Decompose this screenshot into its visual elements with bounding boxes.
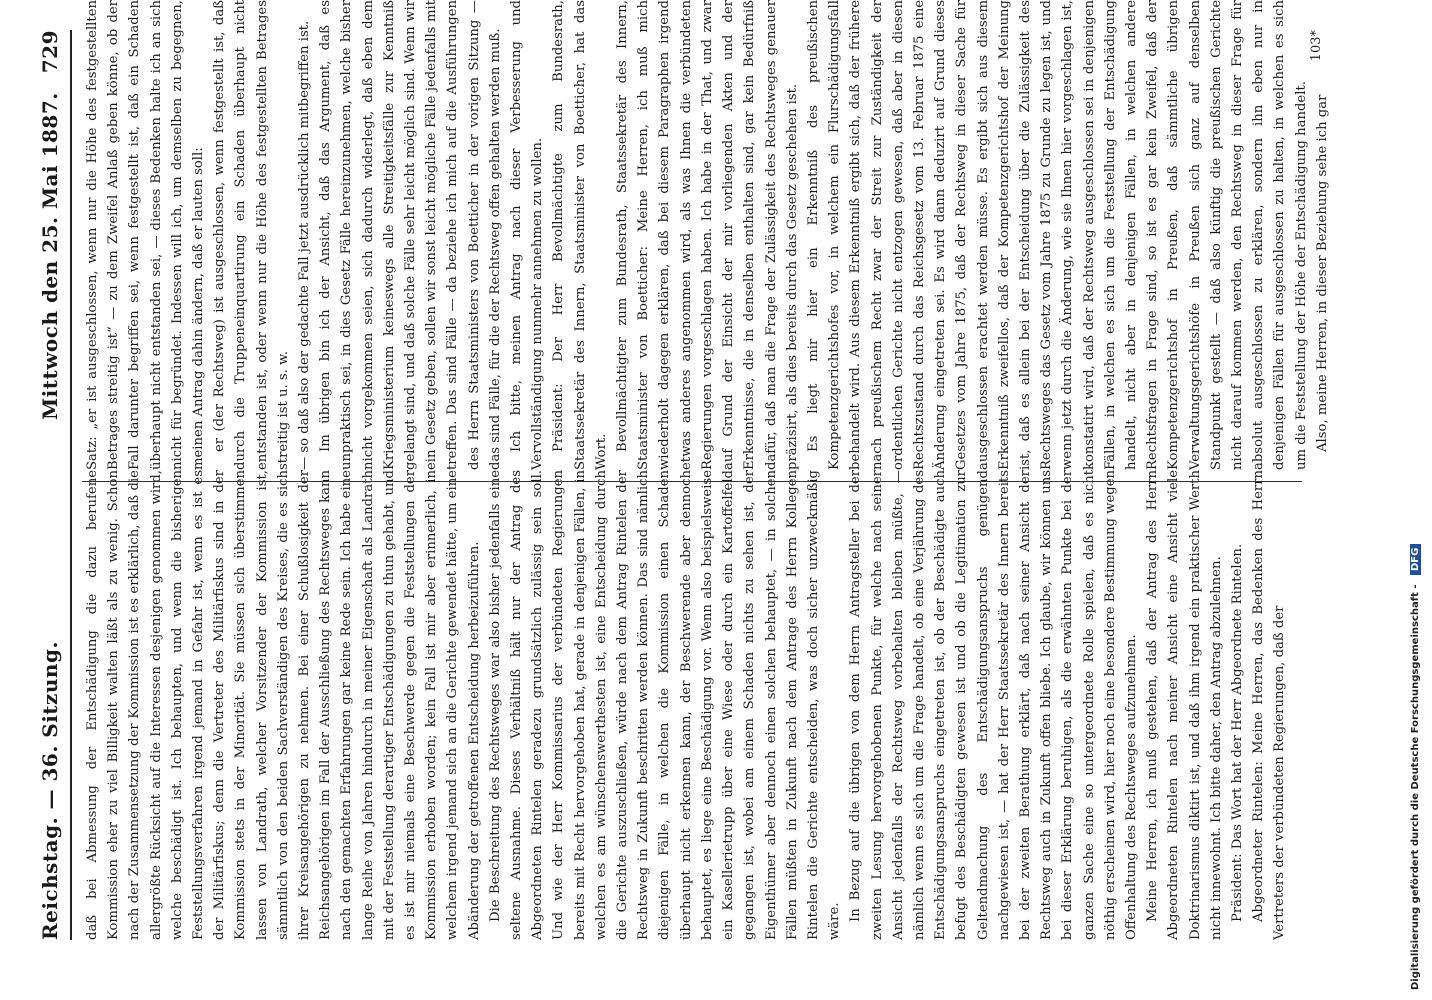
signature-mark: 103* xyxy=(1309,30,1324,62)
quoted-amendment: er (der Rechtsweg) ist ausgeschlossen, wenn festgestellt ist, daß durch die Truppeneinquartirung ein Schaden überhaupt nicht entstanden ist, oder wenn nur die Höhe des festgestellten Betrages streitig ist u. s. w. xyxy=(212,0,291,470)
paragraph: Im übrigen bin ich der Ansicht, daß das Argument, daß es unpraktisch sei, in dies Gesetz Fälle hereinzunehmen, welche bisher nicht vorgekommen seien, sich dadurch widerlegt, daß eben dem Kriegsministerium keineswegs alle Streitigkeitsfälle zur Kenntniß gelangt sind, und daß solche Fälle sehr leicht möglich sind. Wenn wir ein Gesetz geben, sollen wir sonst leicht mögliche Fälle jedenfalls mit treffen. Das sind Fälle — da beziehe ich mich auf die Ausführungen des Herrn Staatsministers von Boetticher in der vorigen Sitzung — das sind Fälle, für die der Rechtsweg offen gehalten werden muß. xyxy=(318,0,503,470)
page-number: 729 xyxy=(38,30,62,74)
paragraph: Meine Herren, ich muß gestehen, daß der Antrag des Herrn Abgeordneten Rintelen nach meiner Ansicht eine Ansicht viele Doktrinarismus diktirt ist, und daß ihm irgend ein praktischer Werth nicht innewohnt. Ich bitte daher, den Antrag abzulehnen. xyxy=(1145,470,1224,940)
dfg-logo: DFG xyxy=(1410,544,1421,575)
paragraph: daß bei Abmessung der Entschädigung die dazu berufene Kommission eher zu viel Billigkeit walten läßt als zu wenig. Schon nach der Zusammensetzung der Kommission ist es erklärlich, daß die allergrößte Rücksicht auf die Interessen desjenigen genommen wird, welche beschädigt ist. Ich behaupten, und wenn die bisherigen Feststellungsverfahren irgend jemand in Gefahr ist, wenn es ist es der Militärfiskus; denn die Vertreter des Militärfiskus sind in der Kommission stets in der Minorität. Sie müssen sich überstimmen lassen von Landrath, welcher Vorsitzender der Kommission ist, sämmtlich von den beiden Sachverständigen des Kreises, die es sich ihrer Kreisangehörigen zu nehmen. Bei einer Schußlosigkeit der Reichsangehörigen im Fall der Ausschließung des Rechtsweges kann nach den gemachten Erfahrungen gar keine Rede sein. Ich habe eine lange Reihe von Jahren hindurch in meiner Eigenschaft als Landrath mit der Feststellung derartiger Entschädigungen zu thun gehabt, und es ist mir niemals eine Beschwerde gegen die Feststellungen der Kommission erhoben worden; kein Fall ist mir aber erinnerlich, in welchem irgend jemand sich an die Gerichte gewendet hätte, um eine Abänderung der getroffenen Entscheidung herbeizuführen. xyxy=(85,470,482,940)
header-rule xyxy=(70,30,72,940)
paragraph: In Bezug auf die übrigen von dem Herrn Antragsteller bei der zweiten Lesung hervorgehobenen Punkte, für welche nach seiner Ansicht jedenfalls der Rechtsweg vorbehalten bleiben müßte, — nämlich wenn es sich um die Frage handelt, ob eine Verjährung des Entschädigungsanspruchs eingetreten ist, ob der Beschädigte auch befugt des Beschädigten gewesen ist und ob die Legitimation zur Geltendmachung des Entschädigungsanspruchs genügend nachgewiesen ist, — hat der Herr Staatssekretär des Innern bereits bei der zweiten Berathung erklärt, daß nach seiner Ansicht der Rechtsweg auch in Zukunft offen bliebe. Ich glaube, wir können uns bei dieser Erklärung beruhigen, als die erwähnten Punkte bei der ganzen Sache eine so untergeordnete Rolle spielen, daß es nicht nöthig erscheinen wird, hier noch eine besondere Bestimmung wegen Offenhaltung des Rechtsweges aufzunehmen. xyxy=(848,470,1139,940)
dfg-note xyxy=(1410,544,1421,990)
paragraph: Die Beschreitung des Rechtsweges war also bisher jedenfalls eine seltene Ausnahme. Dieses Verhältniß hält nur der Antrag des Abgeordneten Rintelen geradezu grundsätzlich zulässig sein soll. Und wie der Herr Kommissarius der verbündeten Regierungen bereits mit Recht hervorgehoben hat, gerade in denjenigen Fällen, in welchen es am wünschenswerthesten ist, eine Entscheidung durch die Gerichte auszuschließen, würde nach dem Antrag Rintelen der Rechtsweg in Zukunft beschritten werden können. Das sind nämlich diejenigen Fälle, in welchen die Kommission einen Schaden überhaupt nicht erkennen kann, der Beschwerende aber dennoch behauptet, es liege eine Beschädigung vor. Wenn also beispielsweise ein Kasellerietrupp über eine Wiese oder durch ein Kartoffelfeld gegangen ist, wobei am einem Schaden nichts zu sehen ist, der Eigenthümer aber dennoch einen solchen behauptet, — in solchen Fällen müßten in Zukunft nach dem Antrage des Herrn Kollegen Rintelen die Gerichte entscheiden, was doch sicher unzweckmäßig wäre. xyxy=(487,470,843,940)
speaker-paragraph: Präsident: Das Wort hat der Herr Abgeordnete Rintelen. xyxy=(1229,543,1245,922)
speaker-paragraph: Bevollmächtigter zum Bundesrath, Staatssekretär des Innern, Staatsminister von Boetticher: Meine Herren, ich muß mich wiederholt dagegen erklären, daß bei diesem Paragraphen irgend etwas anderes angenommen wird, als was Ihnen die verbündeten Regierungen vorgeschlagen haben. Ich habe in der That, und zwar auf Grund der Einsicht der mir vorliegenden Akten und der Erkenntnisse, die in denselben enthalten sind, gar kein Bedürfniß dafür, daß man die Frage der Zulässigkeit des Rechtsweges genauer präzisirt, als dies bereits durch das Gesetz geschehen ist. xyxy=(615,0,800,470)
page-header xyxy=(38,30,68,940)
speaker-paragraph: Präsident: Der Herr Bevollmächtigte zum Bundesrath, Staatssekretär des Innern, Staatsminister von Boetticher, hat das Wort. xyxy=(551,0,609,470)
paragraph: — so daß also der gedachte Fall jetzt ausdrücklich mitbegriffen ist. xyxy=(297,20,313,470)
paragraph: Also, meine Herren, in dieser Beziehung sehe ich gar xyxy=(1314,94,1330,452)
dfg-note-text: Digitalisierung gefördert durch die Deutsche Forschungsgemeinschaft - xyxy=(1410,584,1421,990)
column-divider xyxy=(82,481,1302,482)
header-date: Mittwoch den 25. Mai 1887. xyxy=(38,92,62,420)
paragraph: Ich bitte, meinen Antrag nach dieser Verbesserung und Vervollständigung nunmehr annehmen zu wollen. xyxy=(509,0,546,470)
speaker-paragraph: Abgeordneter Rintelen: Meine Herren, das Bedenken des Herrn Vertreters der verbündeten Regierungen, daß der xyxy=(1251,470,1288,940)
left-column xyxy=(82,470,1312,940)
header-chamber: Reichstag. — 36. Sitzung. xyxy=(38,641,62,940)
paragraph: Es liegt mir hier ein Erkenntniß des preußischen Kompetenzgerichtshofes vor, in welchem ein Flurschädigungsfall behandelt wird. Aus diesem Erkenntniß ergibt sich, daß der frühere nach preußischem Recht zwar der Streit zur Zuständigkeit der ordentlichen Gerichte nicht entzogen gewesen, daß aber in diesen Rechtszustand durch das Reichsgesetz vom 13. Februar 1875 eine Änderung eingetreten sei. Es wird dann deduzirt auf Grund dieses Gesetzes vom Jahre 1875, daß der Rechtsweg in dieser Sache für ausgeschlossen erachtet werden müsse. Es ergibt sich aus diesem Erkenntniß zweifellos, daß der Kompetenzgerichtshof der Meinung ist, daß es allein bei der Entscheidung über die Zulässigkeit des Rechtsweges das Gesetz vom Jahre 1875 zu Grunde zu legen ist, und wenn jetzt durch die Änderung, wie sie Ihnen hier vorgeschlagen ist, konstatirt wird, daß der Rechtsweg ausgeschlossen sei in denjenigen Fällen, in welchen es sich um die Feststellung der Entschädigung handelt, nicht aber in denjenigen Fällen, in welchen andere Rechtsfragen in Frage sind, so ist es gar kein Zweifel, daß der Kompetenzgerichtshof in Preußen, daß sämmtliche übrigen Verwaltungsgerichtshöfe in Preußen sich ganz auf denselben Standpunkt gestellt — daß also künftig die preußischen Gerichte nicht darauf kommen werden, den Rechtsweg in dieser Frage für absolut ausgeschlossen zu erklären, sondern ihn eben nur in denjenigen Fällen für ausgeschlossen zu halten, in welchen es sich um die Feststellung der Höhe der Entschädigung handelt. xyxy=(805,0,1309,470)
paragraph: Satz: „er ist ausgeschlossen, wenn nur die Höhe des festgestellten Betrages streitig ist“ — zu dem Zweifel Anlaß geben könne, ob der Fall darunter begriffen sei, wenn festgestellt ist, daß ein Schaden überhaupt nicht entstanden sei, — dieses Bedenken halte ich an sich nicht für begründet. Indessen will ich, um demselben zu begegnen, meinen Antrag dahin ändern, daß er lauten soll: xyxy=(85,0,207,470)
